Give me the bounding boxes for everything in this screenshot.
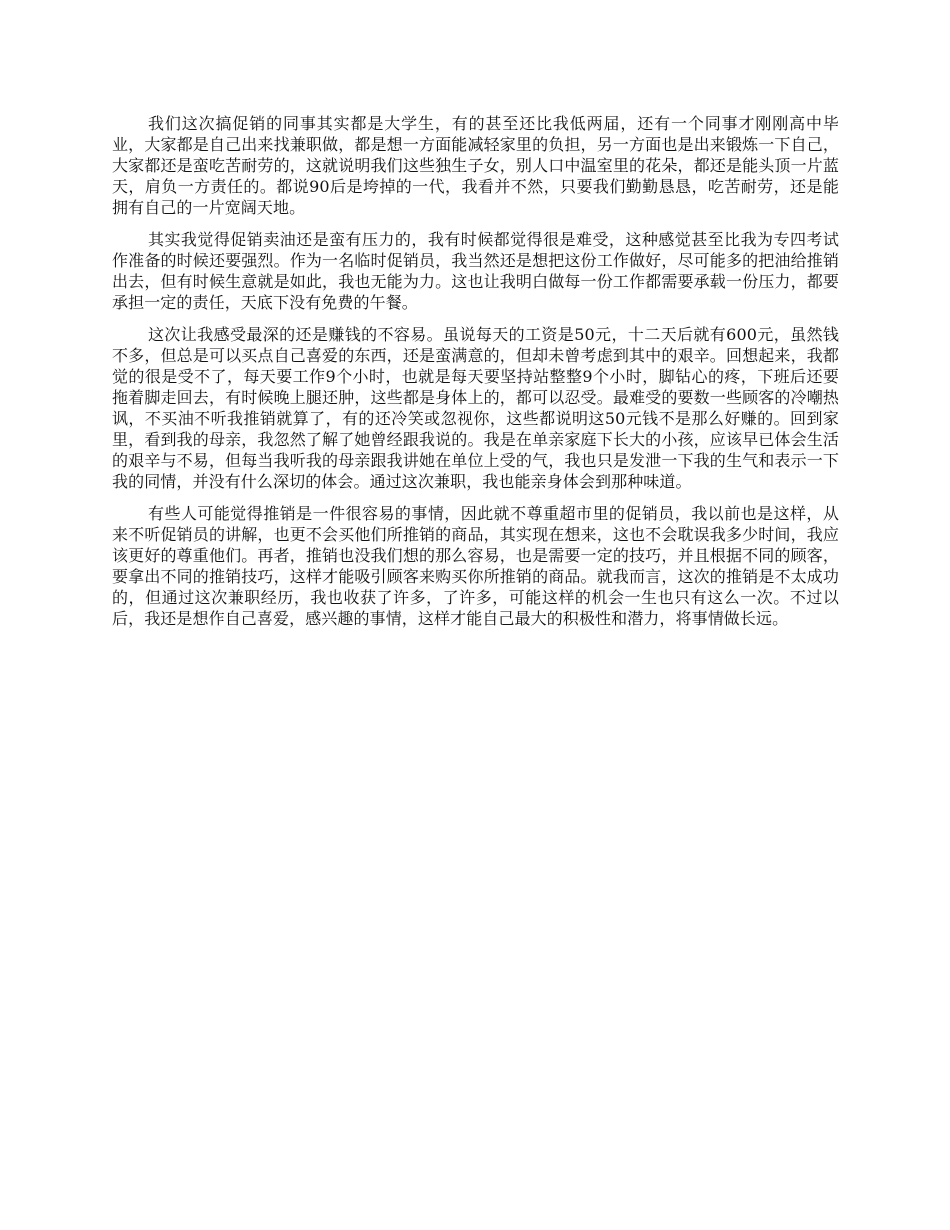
paragraph-4: 有些人可能觉得推销是一件很容易的事情，因此就不尊重超市里的促销员，我以前也是这样，从来不听促销员的讲解，也更不会买他们所推销的商品，其实现在想来，这也不会耽误我多少时间，我应该更好的尊重他们。再者，推销也没我们想的那么容易，也是需要一定的技巧，并且根据不同的顾客，要拿出不同的推销技巧，这样才能吸引顾客来购买你所推销的商品。就我而言，这次的推销是不太成功的，但通过这次兼职经历，我也收获了许多，了许多，可能这样的机会一生也只有这么一次。不过以后，我还是想作自己喜爱，感兴趣的事情，这样才能自己最大的积极性和潜力，将事情做长远。 bbox=[112, 504, 839, 628]
paragraph-2: 其实我觉得促销卖油还是蛮有压力的，我有时候都觉得很是难受，这种感觉甚至比我为专四考试作准备的时候还要强烈。作为一名临时促销员，我当然还是想把这份工作做好，尽可能多的把油给推销出去，但有时候生意就是如此，我也无能为力。这也让我明白做每一份工作都需要承载一份压力，都要承担一定的责任，天底下没有免费的午餐。 bbox=[112, 230, 839, 312]
paragraph-1: 我们这次搞促销的同事其实都是大学生，有的甚至还比我低两届，还有一个同事才刚刚高中毕业，大家都是自己出来找兼职做，都是想一方面能减轻家里的负担，另一方面也是出来锻炼一下自己，大家都还是蛮吃苦耐劳的，这就说明我们这些独生子女，别人口中温室里的花朵，都还是能头顶一片蓝天，肩负一方责任的。都说90后是垮掉的一代，我看并不然，只要我们勤勤恳恳，吃苦耐劳，还是能拥有自己的一片宽阔天地。 bbox=[112, 114, 839, 217]
paragraph-3: 这次让我感受最深的还是赚钱的不容易。虽说每天的工资是50元，十二天后就有600元，虽然钱不多，但总是可以买点自己喜爱的东西，还是蛮满意的，但却未曾考虑到其中的艰辛。回想起来，我都觉的很是受不了，每天要工作9个小时，也就是每天要坚持站整整9个小时，脚钻心的疼，下班后还要拖着脚走回去，有时候晚上腿还肿，这些都是身体上的，都可以忍受。最难受的要数一些顾客的冷嘲热讽，不买油不听我推销就算了，有的还冷笑或忽视你，这些都说明这50元钱不是那么好赚的。回到家里，看到我的母亲，我忽然了解了她曾经跟我说的。我是在单亲家庭下长大的小孩，应该早已体会生活的艰辛与不易，但每当我听我的母亲跟我讲她在单位上受的气，我也只是发泄一下我的生气和表示一下我的同情，并没有什么深切的体会。通过这次兼职，我也能亲身体会到那种味道。 bbox=[112, 325, 839, 491]
document-page bbox=[112, 113, 839, 640]
